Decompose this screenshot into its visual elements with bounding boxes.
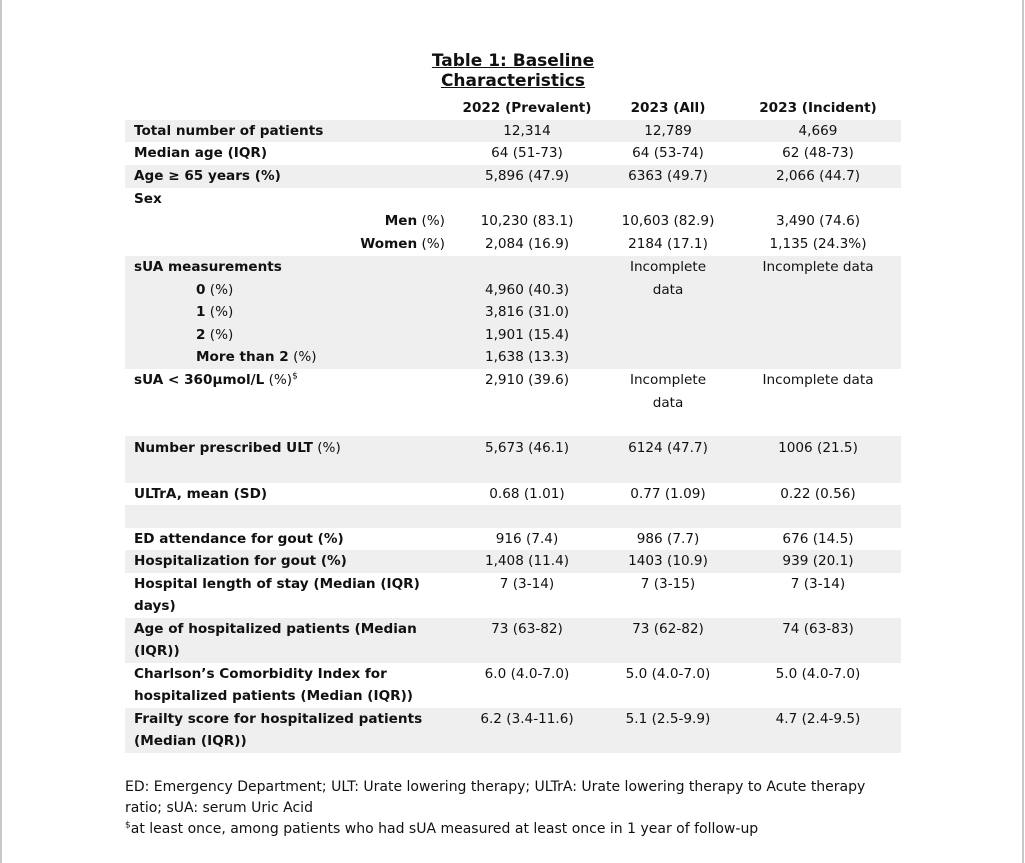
row-label: Age of hospitalized patients (Median: [134, 621, 417, 637]
row-label-suffix: (%): [417, 236, 445, 252]
page-border-left: [0, 0, 2, 863]
row-label: [196, 346, 496, 369]
row-label-suffix: (%): [312, 440, 341, 456]
table-row: [125, 188, 901, 210]
row-label-suffix: (%): [417, 213, 445, 229]
row-label: [196, 279, 496, 302]
row-label: ULTrA, mean (SD): [134, 486, 268, 502]
table-row: [125, 142, 901, 165]
spacer-row: [125, 505, 901, 528]
table-footnote: [125, 777, 925, 840]
table-row: [125, 165, 901, 188]
cell-value: 1,638 (13.3): [484, 349, 570, 365]
table-row: [125, 618, 901, 663]
row-label-text: sUA < 360µmol/L: [134, 372, 265, 388]
cell-value: 73 (63-82): [491, 621, 563, 637]
cell-value: 7 (3-14): [499, 576, 555, 592]
cell-value: 1,901 (15.4): [484, 327, 570, 343]
cell-value: 5.1 (2.5-9.9): [625, 711, 711, 727]
row-label-line2: hospitalized patients (Median (IQR)): [134, 688, 414, 704]
cell-value: 6.0 (4.0-7.0): [484, 666, 570, 682]
cell-value: Incomplete: [629, 259, 707, 275]
table-row: [125, 528, 901, 550]
cell-value: 0.77 (1.09): [630, 486, 706, 502]
cell-value: 2,910 (39.6): [484, 372, 570, 388]
row-label: Hospitalization for gout (%): [134, 553, 347, 569]
row-label-text: 0: [196, 282, 206, 298]
cell-value: 3,490 (74.6): [775, 213, 861, 229]
cell-value: 64 (53-74): [632, 145, 704, 161]
footnote-dollar-note: [125, 819, 925, 840]
row-label-line2: (Median (IQR)): [134, 733, 247, 749]
cell-value: 64 (51-73): [491, 145, 563, 161]
cell-value: 5.0 (4.0-7.0): [625, 666, 711, 682]
row-label: Median age (IQR): [134, 145, 268, 161]
column-header: 2022 (Prevalent): [462, 100, 592, 116]
table-row: [125, 436, 901, 483]
cell-value: 0.68 (1.01): [489, 486, 565, 502]
table-header-row: [125, 97, 901, 120]
row-label-suffix: (%): [205, 327, 234, 343]
cell-value: 5.0 (4.0-7.0): [775, 666, 861, 682]
cell-value: 939 (20.1): [782, 553, 854, 569]
cell-value: 73 (62-82): [632, 621, 704, 637]
cell-value: 7 (3-14): [790, 576, 846, 592]
row-label-text: Men: [384, 213, 418, 229]
row-label: [196, 324, 496, 347]
footnote-marker: $: [125, 820, 131, 831]
footnote-dollar-text: at least once, among patients who had sUA measured at least once in 1 year of follow-up: [130, 821, 759, 837]
row-label: [134, 369, 434, 392]
cell-value: 986 (7.7): [636, 531, 700, 547]
cell-value: 4,669: [798, 123, 838, 139]
footnote-abbreviations-line2: ratio; sUA: serum Uric Acid: [125, 800, 313, 816]
row-label: [125, 210, 445, 233]
row-label: Frailty score for hospitalized patients: [134, 711, 423, 727]
cell-value: 916 (7.4): [495, 531, 559, 547]
cell-value: 74 (63-83): [782, 621, 854, 637]
row-label: Total number of patients: [134, 123, 324, 139]
row-label: ED attendance for gout (%): [134, 531, 344, 547]
cell-value: 0.22 (0.56): [780, 486, 856, 502]
row-label: Hospital length of stay (Median (IQR): [134, 576, 420, 592]
cell-value: 4.7 (2.4-9.5): [775, 711, 861, 727]
cell-value: 1,135 (24.3%): [769, 236, 867, 252]
cell-value: Incomplete: [629, 372, 707, 388]
column-header: 2023 (Incident): [759, 100, 877, 116]
cell-value: 1,408 (11.4): [484, 553, 570, 569]
cell-value: data: [652, 282, 684, 298]
cell-value: 10,230 (83.1): [480, 213, 574, 229]
row-label-suffix: (%): [205, 304, 234, 320]
cell-value: 12,314: [503, 123, 551, 139]
cell-value: 4,960 (40.3): [484, 282, 570, 298]
table-row: [125, 120, 901, 142]
row-label-suffix: (%): [288, 349, 317, 365]
cell-value: 2184 (17.1): [628, 236, 708, 252]
cell-value: Incomplete data: [762, 259, 874, 275]
row-label-line2: (IQR)): [134, 643, 180, 659]
row-label-text: 1: [196, 304, 206, 320]
footnote-marker: $: [292, 371, 298, 382]
table-row: [125, 708, 901, 753]
row-label-text: 2: [196, 327, 206, 343]
cell-value: 5,896 (47.9): [484, 168, 570, 184]
column-header: 2023 (All): [630, 100, 706, 116]
cell-value: 5,673 (46.1): [484, 440, 570, 456]
cell-value: 7 (3-15): [640, 576, 696, 592]
table-title: Table 1: Baseline Characteristics: [431, 51, 595, 91]
row-label: Sex: [134, 191, 162, 207]
cell-value: 6.2 (3.4-11.6): [480, 711, 574, 727]
cell-value: 6124 (47.7): [628, 440, 708, 456]
table-row: [125, 550, 901, 573]
table-row: [125, 233, 901, 256]
row-label-suffix: (%): [205, 282, 234, 298]
row-label: [196, 301, 496, 324]
row-label: [125, 233, 445, 256]
cell-value: 1403 (10.9): [628, 553, 708, 569]
cell-value: Incomplete data: [762, 372, 874, 388]
row-label: sUA measurements: [134, 259, 282, 275]
footnote-abbreviations-line1: ED: Emergency Department; ULT: Urate lowering therapy; ULTrA: Urate lowering therapy to Acute therapy: [125, 779, 866, 795]
table-row: [125, 573, 901, 618]
row-label-suffix: (%): [264, 372, 293, 388]
page-border-right: [1022, 0, 1024, 863]
cell-value: data: [652, 395, 684, 411]
cell-value: 3,816 (31.0): [484, 304, 570, 320]
cell-value: 2,084 (16.9): [484, 236, 570, 252]
row-label-text: Women: [360, 236, 418, 252]
cell-value: 2,066 (44.7): [775, 168, 861, 184]
cell-value: 12,789: [644, 123, 692, 139]
cell-value: 676 (14.5): [782, 531, 854, 547]
table-row: [125, 210, 901, 233]
sua-measurements-group: [125, 256, 901, 369]
row-label: [134, 437, 434, 460]
row-label-text: Number prescribed ULT: [134, 440, 313, 456]
row-label: Age ≥ 65 years (%): [134, 168, 281, 184]
table-row: [125, 483, 901, 505]
row-label: Charlson’s Comorbidity Index for: [134, 666, 387, 682]
table-row: [125, 369, 901, 436]
cell-value: 62 (48-73): [782, 145, 854, 161]
row-label-text: More than 2: [196, 349, 289, 365]
cell-value: 10,603 (82.9): [621, 213, 715, 229]
cell-value: 1006 (21.5): [778, 440, 858, 456]
row-label-line2: days): [134, 598, 176, 614]
table-row: [125, 663, 901, 708]
cell-value: 6363 (49.7): [628, 168, 708, 184]
baseline-characteristics-table: [125, 97, 901, 753]
